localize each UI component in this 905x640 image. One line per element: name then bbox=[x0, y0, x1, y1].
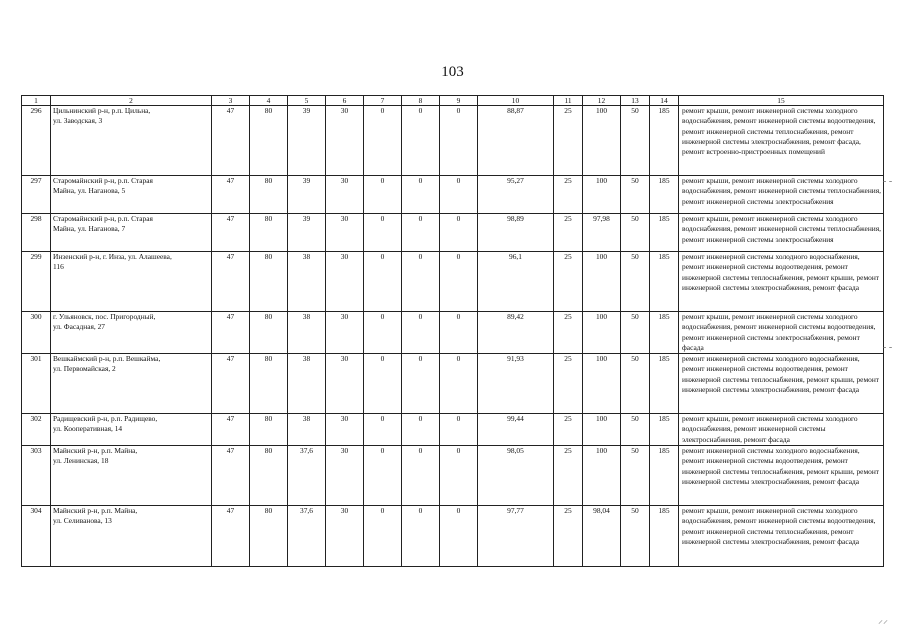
value-cell: 0 bbox=[440, 252, 478, 312]
header-cell: 3 bbox=[212, 96, 250, 106]
row-number: 299 bbox=[22, 252, 51, 312]
value-cell: 38 bbox=[288, 414, 326, 446]
value-cell: 185 bbox=[650, 252, 679, 312]
value-cell: 80 bbox=[250, 354, 288, 414]
value-cell: 0 bbox=[440, 214, 478, 252]
value-cell: 0 bbox=[364, 506, 402, 567]
value-cell: 185 bbox=[650, 312, 679, 354]
table-row bbox=[22, 252, 884, 312]
table-row bbox=[22, 446, 884, 506]
value-cell: 98,04 bbox=[583, 506, 621, 567]
value-cell: 39 bbox=[288, 176, 326, 214]
value-cell: 0 bbox=[402, 506, 440, 567]
value-cell: 0 bbox=[440, 446, 478, 506]
value-cell: 0 bbox=[440, 106, 478, 176]
header-cell: 14 bbox=[650, 96, 679, 106]
value-cell: 0 bbox=[402, 354, 440, 414]
row-number: 303 bbox=[22, 446, 51, 506]
value-cell: 89,42 bbox=[478, 312, 554, 354]
value-cell: 25 bbox=[554, 414, 583, 446]
value-cell: 47 bbox=[212, 176, 250, 214]
value-cell: 97,77 bbox=[478, 506, 554, 567]
value-cell: 91,93 bbox=[478, 354, 554, 414]
address-cell: Майнский р-н, р.п. Майна, ул. Ленинская, 18 bbox=[51, 446, 212, 506]
scan-mark: - - bbox=[883, 176, 893, 187]
value-cell: 0 bbox=[402, 414, 440, 446]
value-cell: 0 bbox=[364, 214, 402, 252]
value-cell: 37,6 bbox=[288, 506, 326, 567]
works-cell: ремонт инженерной системы холодного водоснабжения, ремонт инженерной системы водоотведения, ремонт инженерной системы теплоснабжения, ремонт крыши, ремонт инженерной системы электроснабжения, ремонт фасада bbox=[679, 354, 884, 414]
address-cell: Старомайнский р-н, р.п. Старая Майна, ул. Наганова, 5 bbox=[51, 176, 212, 214]
address-cell: Радищевский р-н, р.п. Радищево, ул. Кооперативная, 14 bbox=[51, 414, 212, 446]
address-cell: Вешкаймский р-н, р.п. Вешкайма, ул. Первомайская, 2 bbox=[51, 354, 212, 414]
value-cell: 80 bbox=[250, 252, 288, 312]
works-cell: ремонт крыши, ремонт инженерной системы холодного водоснабжения, ремонт инженерной системы водоотведения, ремонт инженерной системы теплоснабжения, ремонт инженерной системы электроснабжения, ремонт фасада bbox=[679, 506, 884, 567]
value-cell: 0 bbox=[402, 106, 440, 176]
header-row bbox=[22, 96, 884, 106]
value-cell: 0 bbox=[364, 252, 402, 312]
value-cell: 96,1 bbox=[478, 252, 554, 312]
header-cell: 1 bbox=[22, 96, 51, 106]
value-cell: 25 bbox=[554, 354, 583, 414]
value-cell: 25 bbox=[554, 106, 583, 176]
table-row bbox=[22, 354, 884, 414]
value-cell: 38 bbox=[288, 312, 326, 354]
value-cell: 30 bbox=[326, 312, 364, 354]
value-cell: 25 bbox=[554, 446, 583, 506]
header-cell: 11 bbox=[554, 96, 583, 106]
header-cell: 9 bbox=[440, 96, 478, 106]
value-cell: 99,44 bbox=[478, 414, 554, 446]
value-cell: 80 bbox=[250, 312, 288, 354]
value-cell: 100 bbox=[583, 354, 621, 414]
value-cell: 80 bbox=[250, 176, 288, 214]
table-row bbox=[22, 414, 884, 446]
scan-mark: ⸝⸝ bbox=[878, 615, 888, 626]
value-cell: 25 bbox=[554, 176, 583, 214]
value-cell: 97,98 bbox=[583, 214, 621, 252]
row-number: 296 bbox=[22, 106, 51, 176]
value-cell: 30 bbox=[326, 506, 364, 567]
value-cell: 80 bbox=[250, 414, 288, 446]
header-cell: 8 bbox=[402, 96, 440, 106]
works-cell: ремонт крыши, ремонт инженерной системы холодного водоснабжения, ремонт инженерной системы теплоснабжения, ремонт инженерной системы электроснабжения bbox=[679, 176, 884, 214]
value-cell: 100 bbox=[583, 312, 621, 354]
row-number: 300 bbox=[22, 312, 51, 354]
value-cell: 30 bbox=[326, 214, 364, 252]
value-cell: 100 bbox=[583, 414, 621, 446]
header-cell: 15 bbox=[679, 96, 884, 106]
value-cell: 50 bbox=[621, 252, 650, 312]
value-cell: 50 bbox=[621, 354, 650, 414]
value-cell: 98,05 bbox=[478, 446, 554, 506]
table-row bbox=[22, 312, 884, 354]
value-cell: 185 bbox=[650, 414, 679, 446]
value-cell: 185 bbox=[650, 446, 679, 506]
value-cell: 38 bbox=[288, 354, 326, 414]
value-cell: 0 bbox=[402, 312, 440, 354]
value-cell: 80 bbox=[250, 506, 288, 567]
value-cell: 47 bbox=[212, 106, 250, 176]
value-cell: 185 bbox=[650, 214, 679, 252]
value-cell: 95,27 bbox=[478, 176, 554, 214]
header-cell: 12 bbox=[583, 96, 621, 106]
row-number: 298 bbox=[22, 214, 51, 252]
value-cell: 39 bbox=[288, 214, 326, 252]
value-cell: 30 bbox=[326, 176, 364, 214]
value-cell: 50 bbox=[621, 312, 650, 354]
value-cell: 47 bbox=[212, 252, 250, 312]
address-cell: Майнский р-н, р.п. Майна, ул. Селиванова, 13 bbox=[51, 506, 212, 567]
table-body bbox=[22, 106, 884, 567]
address-cell: Старомайнский р-н, р.п. Старая Майна, ул. Наганова, 7 bbox=[51, 214, 212, 252]
value-cell: 88,87 bbox=[478, 106, 554, 176]
value-cell: 100 bbox=[583, 106, 621, 176]
table-row bbox=[22, 176, 884, 214]
value-cell: 80 bbox=[250, 214, 288, 252]
address-cell: Инзенский р-н, г. Инза, ул. Алашеева, 116 bbox=[51, 252, 212, 312]
value-cell: 0 bbox=[440, 312, 478, 354]
header-cell: 7 bbox=[364, 96, 402, 106]
value-cell: 25 bbox=[554, 506, 583, 567]
value-cell: 98,89 bbox=[478, 214, 554, 252]
value-cell: 0 bbox=[364, 446, 402, 506]
value-cell: 0 bbox=[402, 176, 440, 214]
address-cell: г. Ульяновск, пос. Пригородный, ул. Фасадная, 27 bbox=[51, 312, 212, 354]
value-cell: 100 bbox=[583, 176, 621, 214]
row-number: 297 bbox=[22, 176, 51, 214]
value-cell: 0 bbox=[402, 446, 440, 506]
value-cell: 0 bbox=[402, 252, 440, 312]
header-cell: 13 bbox=[621, 96, 650, 106]
value-cell: 185 bbox=[650, 176, 679, 214]
value-cell: 0 bbox=[440, 506, 478, 567]
value-cell: 25 bbox=[554, 312, 583, 354]
value-cell: 37,6 bbox=[288, 446, 326, 506]
value-cell: 39 bbox=[288, 106, 326, 176]
value-cell: 50 bbox=[621, 176, 650, 214]
value-cell: 30 bbox=[326, 252, 364, 312]
value-cell: 25 bbox=[554, 252, 583, 312]
header-cell: 10 bbox=[478, 96, 554, 106]
value-cell: 47 bbox=[212, 414, 250, 446]
value-cell: 0 bbox=[364, 354, 402, 414]
value-cell: 25 bbox=[554, 214, 583, 252]
value-cell: 47 bbox=[212, 446, 250, 506]
value-cell: 50 bbox=[621, 106, 650, 176]
value-cell: 80 bbox=[250, 446, 288, 506]
value-cell: 50 bbox=[621, 414, 650, 446]
table-row bbox=[22, 106, 884, 176]
header-cell: 2 bbox=[51, 96, 212, 106]
works-cell: ремонт крыши, ремонт инженерной системы холодного водоснабжения, ремонт инженерной системы водоотведения, ремонт инженерной системы электроснабжения, ремонт фасада bbox=[679, 312, 884, 354]
value-cell: 0 bbox=[440, 354, 478, 414]
works-cell: ремонт крыши, ремонт инженерной системы холодного водоснабжения, ремонт инженерной системы теплоснабжения, ремонт инженерной системы электроснабжения bbox=[679, 214, 884, 252]
works-cell: ремонт крыши, ремонт инженерной системы холодного водоснабжения, ремонт инженерной системы электроснабжения, ремонт фасада bbox=[679, 414, 884, 446]
row-number: 302 bbox=[22, 414, 51, 446]
value-cell: 185 bbox=[650, 506, 679, 567]
value-cell: 30 bbox=[326, 446, 364, 506]
value-cell: 30 bbox=[326, 414, 364, 446]
value-cell: 47 bbox=[212, 506, 250, 567]
value-cell: 30 bbox=[326, 106, 364, 176]
works-cell: ремонт инженерной системы холодного водоснабжения, ремонт инженерной системы водоотведения, ремонт инженерной системы теплоснабжения, ремонт крыши, ремонт инженерной системы электроснабжения, ремонт фасада bbox=[679, 252, 884, 312]
value-cell: 0 bbox=[440, 176, 478, 214]
value-cell: 185 bbox=[650, 354, 679, 414]
value-cell: 47 bbox=[212, 214, 250, 252]
value-cell: 50 bbox=[621, 214, 650, 252]
works-cell: ремонт инженерной системы холодного водоснабжения, ремонт инженерной системы водоотведения, ремонт инженерной системы теплоснабжения, ремонт крыши, ремонт инженерной системы электроснабжения, ремонт фасада bbox=[679, 446, 884, 506]
row-number: 304 bbox=[22, 506, 51, 567]
value-cell: 80 bbox=[250, 106, 288, 176]
value-cell: 100 bbox=[583, 252, 621, 312]
header-cell: 4 bbox=[250, 96, 288, 106]
table-header bbox=[22, 96, 884, 106]
value-cell: 50 bbox=[621, 506, 650, 567]
row-number: 301 bbox=[22, 354, 51, 414]
value-cell: 38 bbox=[288, 252, 326, 312]
repair-register-table bbox=[21, 95, 884, 567]
value-cell: 185 bbox=[650, 106, 679, 176]
value-cell: 47 bbox=[212, 312, 250, 354]
value-cell: 0 bbox=[364, 414, 402, 446]
value-cell: 30 bbox=[326, 354, 364, 414]
table-row bbox=[22, 214, 884, 252]
value-cell: 100 bbox=[583, 446, 621, 506]
value-cell: 47 bbox=[212, 354, 250, 414]
header-cell: 6 bbox=[326, 96, 364, 106]
value-cell: 0 bbox=[364, 312, 402, 354]
scan-mark: - - bbox=[883, 342, 893, 353]
value-cell: 0 bbox=[402, 214, 440, 252]
value-cell: 0 bbox=[364, 176, 402, 214]
table-row bbox=[22, 506, 884, 567]
works-cell: ремонт крыши, ремонт инженерной системы холодного водоснабжения, ремонт инженерной системы водоотведения, ремонт инженерной системы теплоснабжения, ремонт инженерной системы электроснабжения, ремонт фасада, ремонт встроенно-пристроенных помещений bbox=[679, 106, 884, 176]
value-cell: 0 bbox=[440, 414, 478, 446]
address-cell: Цильнинский р-н, р.п. Цильна, ул. Заводская, 3 bbox=[51, 106, 212, 176]
value-cell: 0 bbox=[364, 106, 402, 176]
header-cell: 5 bbox=[288, 96, 326, 106]
page-number: 103 bbox=[441, 64, 464, 80]
value-cell: 50 bbox=[621, 446, 650, 506]
